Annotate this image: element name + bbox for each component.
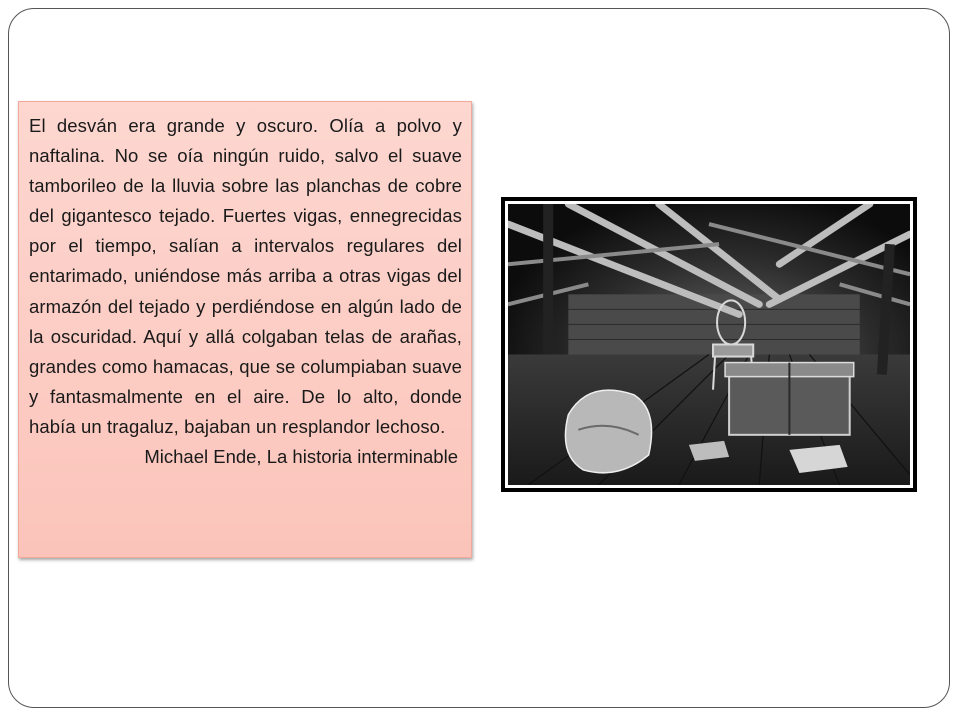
quote-attribution: Michael Ende, La historia interminable	[144, 446, 458, 468]
quote-text: El desván era grande y oscuro. Olía a polvo y naftalina. No se oía ningún ruido, salvo el suave tamborileo de la lluvia sobre las planchas de cobre del gigantesco tejado. Fuertes vigas, ennegrecidas por el tiempo, salían a intervalos regulares del entarimado, uniéndose más arriba a otras vigas del armazón del tejado y perdiéndose en algún lado de la oscuridad. Aquí y allá colgaban telas de arañas, grandes como hamacas, que se columpiaban suave y fantasmalmente en el aire. De lo alto, donde había un tragaluz, bajaban un resplandor lechoso.	[29, 115, 462, 437]
quote-box	[18, 101, 472, 558]
attic-photo-image	[505, 201, 913, 488]
attic-illustration	[508, 204, 910, 485]
attic-photo	[501, 197, 917, 492]
trunk	[725, 363, 854, 435]
